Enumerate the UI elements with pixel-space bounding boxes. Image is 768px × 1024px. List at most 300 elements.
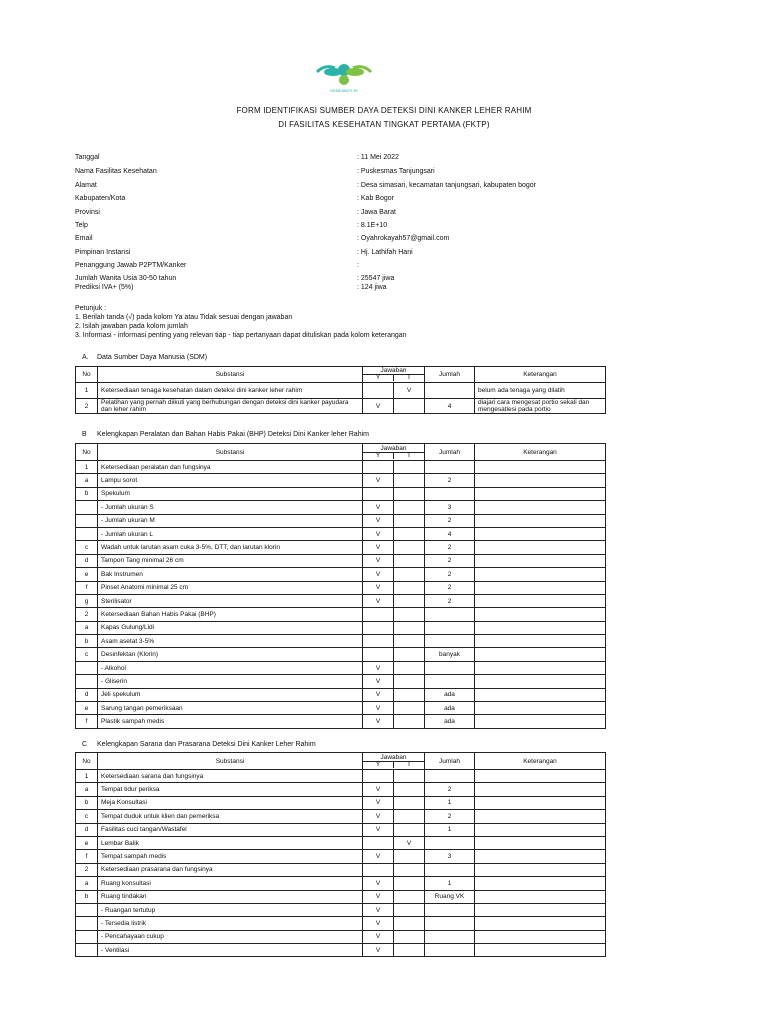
cell-no (76, 930, 98, 943)
cell-substansi: Plastik sampah medis (98, 715, 363, 728)
cell-t (394, 702, 425, 715)
info-value: : 25547 jiwa (357, 275, 394, 282)
cell-no: e (76, 702, 98, 715)
table-row (76, 930, 606, 943)
header-yt (363, 375, 424, 381)
cell-jumlah (425, 903, 475, 916)
cell-jumlah: 2 (425, 594, 475, 607)
cell-jumlah: 2 (425, 474, 475, 487)
info-label: Email (75, 235, 93, 242)
cell-substansi: Desinfektan (Klorin) (98, 648, 363, 661)
cell-no: 2 (76, 399, 98, 414)
section-title-text: Data Sumber Daya Manusia (SDM) (97, 354, 208, 361)
cell-no: b (76, 635, 98, 648)
cell-substansi: Ketersediaan tenaga kesehatan dalam deteksi dini kanker leher rahim (98, 383, 363, 399)
cell-jumlah (425, 930, 475, 943)
cell-keterangan (475, 661, 606, 674)
cell-y: V (363, 501, 394, 514)
cell-jumlah (425, 487, 475, 500)
table-row (76, 796, 606, 809)
cell-no: a (76, 474, 98, 487)
cell-keterangan (475, 796, 606, 809)
cell-t (394, 554, 425, 567)
cell-keterangan (475, 836, 606, 849)
cell-t (394, 661, 425, 674)
cell-jumlah (425, 836, 475, 849)
cell-t (394, 917, 425, 930)
table-header-row (76, 444, 606, 461)
cell-keterangan (475, 863, 606, 876)
cell-jumlah: 1 (425, 796, 475, 809)
cell-no: a (76, 621, 98, 634)
info-value: : 11 Mei 2022 (357, 154, 399, 161)
info-label: Penanggung Jawab P2PTM/Kanker (75, 262, 187, 269)
cell-no (76, 944, 98, 957)
cell-jumlah: 2 (425, 810, 475, 823)
header-no: No (76, 444, 98, 461)
cell-substansi: Sarung tangan pemeriksaan (98, 702, 363, 715)
cell-no: b (76, 890, 98, 903)
header-substansi: Substansi (98, 367, 363, 383)
cell-y: V (363, 810, 394, 823)
cell-no: f (76, 581, 98, 594)
cell-keterangan (475, 608, 606, 621)
section-table (75, 366, 606, 414)
cell-t (394, 594, 425, 607)
cell-t (394, 501, 425, 514)
cell-keterangan (475, 554, 606, 567)
cell-t (394, 621, 425, 634)
cell-t (394, 527, 425, 540)
cell-y: V (363, 903, 394, 916)
cell-t (394, 461, 425, 474)
cell-substansi: Ketersediaan Bahan Habis Pakai (BHP) (98, 608, 363, 621)
cell-t (394, 581, 425, 594)
cell-jumlah: 4 (425, 527, 475, 540)
cell-keterangan (475, 944, 606, 957)
cell-t (394, 783, 425, 796)
info-label: Jumlah Wanita Usia 30-50 tahun (75, 275, 177, 282)
cell-y: V (363, 581, 394, 594)
info-value (357, 262, 359, 269)
header-jawaban-label: Jawaban (363, 755, 424, 762)
cell-jumlah: 2 (425, 568, 475, 581)
cell-y (363, 608, 394, 621)
header-substansi: Substansi (98, 753, 363, 770)
cell-keterangan (475, 461, 606, 474)
cell-substansi: Fasilitas cuci tangan/Wastafel (98, 823, 363, 836)
table-row (76, 461, 606, 474)
header-substansi: Substansi (98, 444, 363, 461)
cell-jumlah: ada (425, 688, 475, 701)
cell-keterangan (475, 514, 606, 527)
cell-no: 1 (76, 461, 98, 474)
section-letter: C (82, 741, 88, 748)
cell-substansi: Lampu sorot (98, 474, 363, 487)
cell-y: V (363, 917, 394, 930)
header-jawaban (363, 444, 425, 461)
cell-t: V (394, 836, 425, 849)
info-label: Pimpinan Instansi (75, 249, 131, 256)
section-title (82, 354, 207, 361)
header-jumlah: Jumlah (425, 753, 475, 770)
cell-y (363, 635, 394, 648)
table-row (76, 890, 606, 903)
cell-y: V (363, 399, 394, 414)
logo-text: KEMENKES RI (330, 88, 358, 93)
cell-t (394, 675, 425, 688)
cell-keterangan (475, 903, 606, 916)
cell-keterangan (475, 621, 606, 634)
cell-keterangan (475, 541, 606, 554)
section-table (75, 443, 606, 729)
cell-jumlah: 2 (425, 514, 475, 527)
cell-keterangan (475, 635, 606, 648)
header-keterangan: Keterangan (475, 444, 606, 461)
table-row (76, 474, 606, 487)
cell-y: V (363, 568, 394, 581)
cell-keterangan (475, 501, 606, 514)
cell-keterangan (475, 770, 606, 783)
cell-t (394, 810, 425, 823)
header-y: Y (363, 453, 394, 459)
header-jawaban (363, 367, 425, 383)
cell-t (394, 715, 425, 728)
header-y: Y (363, 762, 394, 768)
cell-no: 2 (76, 863, 98, 876)
cell-keterangan (475, 688, 606, 701)
cell-no: a (76, 877, 98, 890)
cell-substansi: Jeli spekulum (98, 688, 363, 701)
info-label: Provinsi (75, 209, 100, 216)
table-row (76, 917, 606, 930)
cell-jumlah (425, 863, 475, 876)
cell-jumlah: 3 (425, 850, 475, 863)
cell-keterangan (475, 917, 606, 930)
cell-jumlah: 3 (425, 501, 475, 514)
cell-y: V (363, 514, 394, 527)
cell-substansi: - Ruangan tertutup (98, 903, 363, 916)
table-row (76, 770, 606, 783)
cell-t (394, 568, 425, 581)
petunjuk-heading: Petunjuk : (75, 305, 107, 312)
cell-substansi: Ruang tindakan (98, 890, 363, 903)
cell-y (363, 621, 394, 634)
table-row (76, 661, 606, 674)
section-table (75, 752, 606, 957)
cell-jumlah (425, 675, 475, 688)
header-keterangan: Keterangan (475, 753, 606, 770)
cell-keterangan (475, 675, 606, 688)
cell-jumlah: 4 (425, 399, 475, 414)
cell-t (394, 930, 425, 943)
cell-substansi: Pinset Anatomi minimal 25 cm (98, 581, 363, 594)
table-row (76, 675, 606, 688)
table-row (76, 783, 606, 796)
table-row (76, 903, 606, 916)
cell-substansi: - Jumlah ukuran M (98, 514, 363, 527)
cell-substansi: Tempat duduk untuk klien dan pemeriksa (98, 810, 363, 823)
cell-keterangan (475, 487, 606, 500)
cell-y (363, 836, 394, 849)
cell-substansi: Ketersediaan peralatan dan fungsinya (98, 461, 363, 474)
header-no: No (76, 367, 98, 383)
info-label: Alamat (75, 182, 97, 189)
section-letter: B (82, 431, 87, 438)
cell-t (394, 877, 425, 890)
cell-y: V (363, 675, 394, 688)
cell-substansi: - Ventilasi (98, 944, 363, 957)
section-title (82, 431, 369, 438)
petunjuk-item: 2. Isilah jawaban pada kolom jumlah (75, 323, 188, 330)
cell-t: V (394, 383, 425, 399)
cell-keterangan (475, 594, 606, 607)
cell-keterangan (475, 527, 606, 540)
cell-jumlah (425, 917, 475, 930)
form-subtitle: DI FASILITAS KESEHATAN TINGKAT PERTAMA (FKTP) (278, 120, 490, 129)
header-yt (363, 762, 424, 768)
cell-substansi: - Pencahayaan cukup (98, 930, 363, 943)
cell-jumlah: ada (425, 702, 475, 715)
table-row (76, 581, 606, 594)
header-y: Y (363, 375, 394, 381)
cell-y (363, 383, 394, 399)
info-label: Kabupaten/Kota (75, 195, 126, 202)
header-jawaban-label: Jawaban (363, 446, 424, 453)
table-row (76, 823, 606, 836)
cell-no (76, 514, 98, 527)
cell-no: g (76, 594, 98, 607)
cell-jumlah: ada (425, 715, 475, 728)
cell-jumlah (425, 383, 475, 399)
cell-y: V (363, 554, 394, 567)
cell-keterangan (475, 890, 606, 903)
section-title-text: Kelengkapan Sarana dan Prasarana Deteksi Dini Kanker Leher Rahim (97, 741, 316, 748)
header-jumlah: Jumlah (425, 444, 475, 461)
cell-jumlah (425, 635, 475, 648)
cell-substansi: Kapas Gulung/Lidi (98, 621, 363, 634)
table-row (76, 850, 606, 863)
cell-t (394, 688, 425, 701)
cell-no: f (76, 850, 98, 863)
cell-y: V (363, 702, 394, 715)
info-value: : Desa simasari, kecamatan tanjungsari, kabupaten bogor (357, 182, 536, 189)
cell-substansi: - Jumlah ukuran L (98, 527, 363, 540)
header-jumlah: Jumlah (425, 367, 475, 383)
cell-no: a (76, 783, 98, 796)
cell-no: c (76, 648, 98, 661)
petunjuk-item: 1. Berilah tanda (√) pada kolom Ya atau Tidak sesuai dengan jawaban (75, 314, 293, 321)
cell-y: V (363, 688, 394, 701)
cell-no (76, 903, 98, 916)
cell-substansi: Meja Konsultasi (98, 796, 363, 809)
cell-keterangan (475, 823, 606, 836)
cell-no: 2 (76, 608, 98, 621)
header-keterangan: Keterangan (475, 367, 606, 383)
table-row (76, 648, 606, 661)
cell-substansi: Ketersediaan prasarana dan fungsinya (98, 863, 363, 876)
cell-substansi: Asam asetat 3-5% (98, 635, 363, 648)
cell-y: V (363, 474, 394, 487)
cell-jumlah: 2 (425, 554, 475, 567)
header-no: No (76, 753, 98, 770)
cell-substansi: Lembar Balik (98, 836, 363, 849)
cell-substansi: Ketersediaan sarana dan fungsinya (98, 770, 363, 783)
cell-jumlah (425, 608, 475, 621)
info-label: Nama Fasilitas Kesehatan (75, 168, 157, 175)
cell-substansi: - Alkohol (98, 661, 363, 674)
table-row (76, 715, 606, 728)
cell-keterangan (475, 568, 606, 581)
header-yt (363, 453, 424, 459)
table-row (76, 621, 606, 634)
cell-no: c (76, 810, 98, 823)
cell-substansi: Bak Instrumen (98, 568, 363, 581)
cell-y (363, 461, 394, 474)
form-title: FORM IDENTIFIKASI SUMBER DAYA DETEKSI DINI KANKER LEHER RAHIM (236, 106, 532, 115)
cell-jumlah (425, 944, 475, 957)
table-row (76, 527, 606, 540)
info-value: : 8.1E+10 (357, 222, 387, 229)
table-row (76, 810, 606, 823)
cell-substansi: Tempat tidur periksa (98, 783, 363, 796)
cell-t (394, 635, 425, 648)
cell-jumlah: 1 (425, 877, 475, 890)
table-row (76, 944, 606, 957)
cell-t (394, 770, 425, 783)
cell-jumlah: 2 (425, 783, 475, 796)
table-row (76, 399, 606, 414)
header-jawaban-label: Jawaban (363, 368, 424, 375)
table-row (76, 863, 606, 876)
cell-y: V (363, 796, 394, 809)
info-value: : Oyahrokayah57@gmail.com (357, 235, 449, 242)
info-value: : Puskesmas Tanjungsari (357, 168, 435, 175)
cell-substansi: Sterilisator (98, 594, 363, 607)
table-row (76, 554, 606, 567)
cell-no (76, 917, 98, 930)
cell-y: V (363, 944, 394, 957)
cell-y: V (363, 850, 394, 863)
cell-no: b (76, 796, 98, 809)
header-jawaban (363, 753, 425, 770)
table-row (76, 702, 606, 715)
table-row (76, 877, 606, 890)
table-row (76, 383, 606, 399)
cell-keterangan: belum ada tenaga yang dilatih (475, 383, 606, 399)
cell-substansi: - Gliserin (98, 675, 363, 688)
cell-t (394, 863, 425, 876)
cell-t (394, 514, 425, 527)
cell-jumlah (425, 461, 475, 474)
table-header-row (76, 367, 606, 383)
cell-jumlah: 2 (425, 541, 475, 554)
cell-jumlah: Ruang VK (425, 890, 475, 903)
cell-jumlah (425, 621, 475, 634)
table-header-row (76, 753, 606, 770)
cell-substansi: Tempat sampah medis (98, 850, 363, 863)
cell-keterangan (475, 474, 606, 487)
cell-y: V (363, 890, 394, 903)
info-label: Tanggal (75, 154, 100, 161)
cell-y: V (363, 661, 394, 674)
cell-no: 1 (76, 770, 98, 783)
cell-no: e (76, 568, 98, 581)
cell-substansi: - Tersedia listrik (98, 917, 363, 930)
cell-y: V (363, 823, 394, 836)
cell-no (76, 661, 98, 674)
cell-t (394, 648, 425, 661)
cell-y (363, 487, 394, 500)
cell-y: V (363, 930, 394, 943)
cell-no (76, 527, 98, 540)
cell-keterangan (475, 648, 606, 661)
cell-jumlah: 2 (425, 581, 475, 594)
cell-y: V (363, 783, 394, 796)
cell-t (394, 890, 425, 903)
cell-keterangan (475, 877, 606, 890)
section-title (82, 741, 316, 748)
cell-keterangan: diajari cara mengesat portio sekali dan mengesatlesi pada portio (475, 399, 606, 414)
cell-no: d (76, 823, 98, 836)
cell-no: d (76, 554, 98, 567)
cell-no: f (76, 715, 98, 728)
kemenkes-logo (313, 58, 375, 98)
table-row (76, 594, 606, 607)
cell-y: V (363, 715, 394, 728)
cell-y: V (363, 877, 394, 890)
table-row (76, 635, 606, 648)
cell-substansi: Pelatihan yang pernah diikuti yang berhubungan dengan deteksi dini kanker payudara dan leher rahim (98, 399, 363, 414)
cell-no: b (76, 487, 98, 500)
cell-y: V (363, 527, 394, 540)
table-row (76, 514, 606, 527)
table-row (76, 836, 606, 849)
table-row (76, 487, 606, 500)
info-value: : Jawa Barat (357, 209, 396, 216)
cell-substansi: Wadah untuk larutan asam cuka 3-5%, DTT, dan larutan klorin (98, 541, 363, 554)
header-t: T (407, 760, 411, 768)
cell-no (76, 675, 98, 688)
info-label: Prediksi IVA+ (5%) (75, 284, 134, 291)
cell-keterangan (475, 930, 606, 943)
cell-no (76, 501, 98, 514)
info-value: : 124 jiwa (357, 284, 387, 291)
cell-no: d (76, 688, 98, 701)
cell-substansi: - Jumlah ukuran S (98, 501, 363, 514)
table-row (76, 608, 606, 621)
section-letter: A. (82, 354, 89, 361)
table-row (76, 501, 606, 514)
cell-no: e (76, 836, 98, 849)
cell-t (394, 903, 425, 916)
cell-y (363, 770, 394, 783)
info-value: : Kab Bogor (357, 195, 394, 202)
cell-keterangan (475, 715, 606, 728)
cell-y: V (363, 541, 394, 554)
cell-no: 1 (76, 383, 98, 399)
cell-keterangan (475, 783, 606, 796)
cell-jumlah (425, 770, 475, 783)
cell-no: c (76, 541, 98, 554)
petunjuk-item: 3. Informasi - informasi penting yang relevan tiap - tiap pertanyaan dapat dituliskan pada kolom keterangan (75, 332, 407, 339)
info-label: Telp (75, 222, 88, 229)
cell-t (394, 823, 425, 836)
cell-t (394, 474, 425, 487)
cell-y: V (363, 594, 394, 607)
table-row (76, 541, 606, 554)
cell-t (394, 541, 425, 554)
